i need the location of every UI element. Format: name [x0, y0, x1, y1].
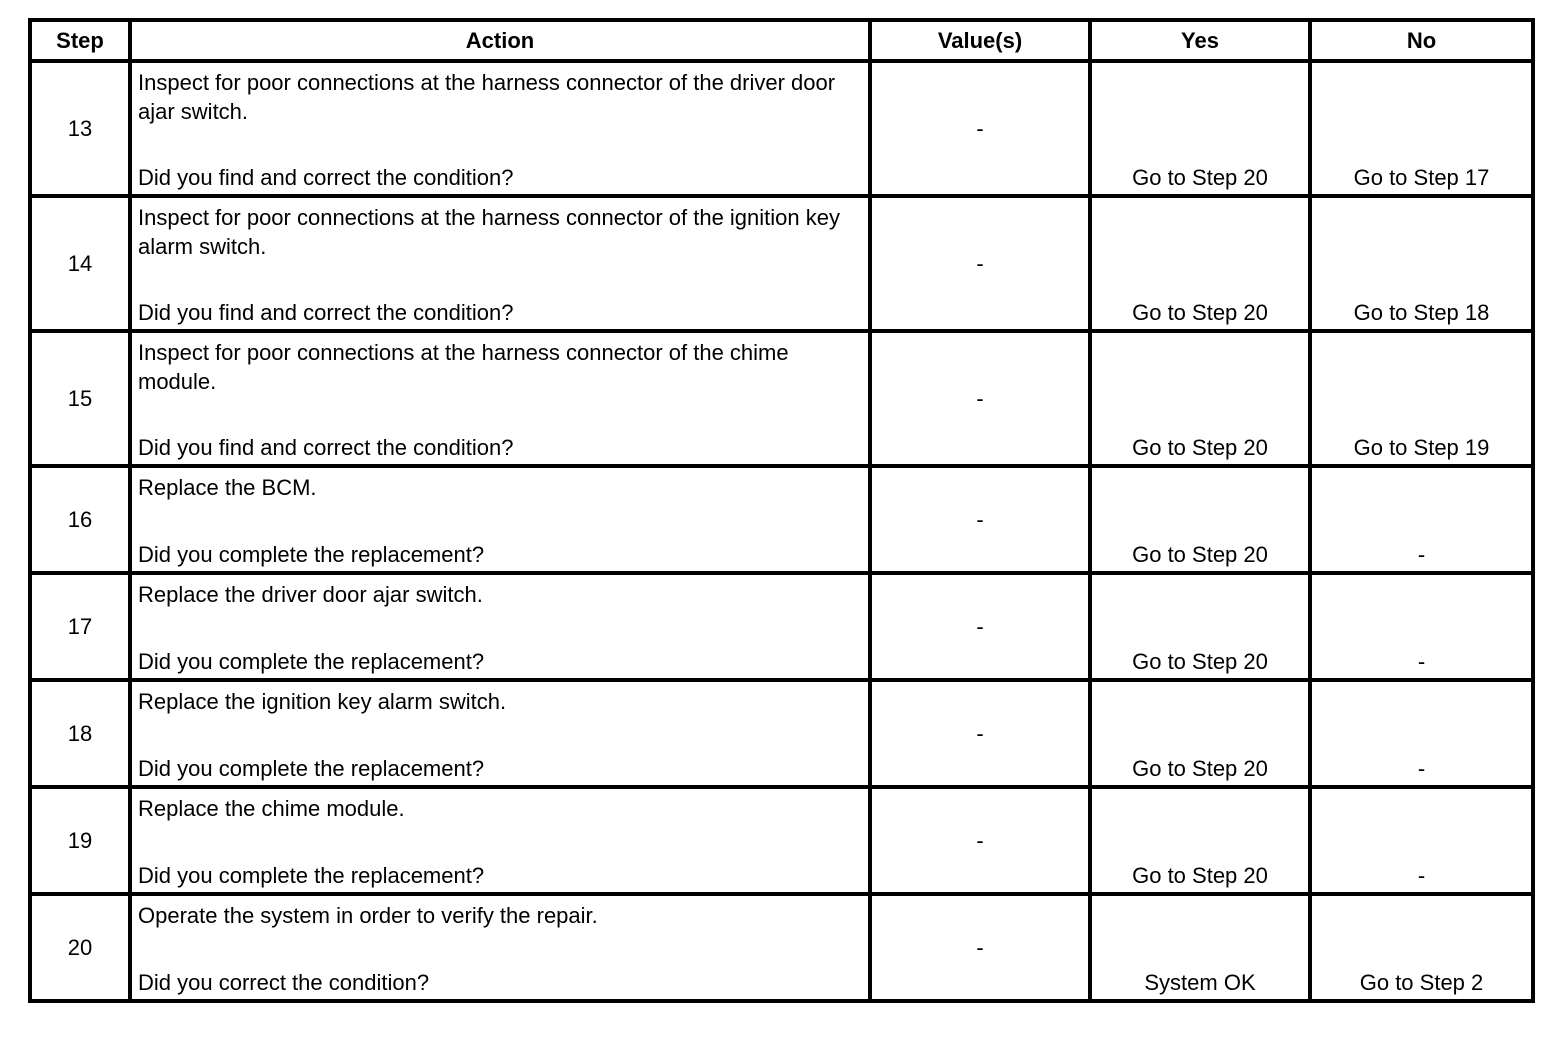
value-cell: - — [870, 680, 1090, 787]
action-question: Did you find and correct the condition? — [138, 300, 514, 325]
table-row — [30, 196, 1533, 331]
step-number: 15 — [30, 331, 130, 466]
action-cell — [130, 196, 870, 331]
no-cell: Go to Step 19 — [1310, 331, 1533, 466]
action-question: Did you complete the replacement? — [138, 649, 485, 674]
action-text: Operate the system in order to verify the repair. — [138, 903, 598, 928]
step-number: 19 — [30, 787, 130, 894]
step-number: 20 — [30, 894, 130, 1001]
table-row — [30, 466, 1533, 573]
diagnostic-steps-table — [28, 18, 1535, 1003]
step-number: 14 — [30, 196, 130, 331]
action-question: Did you complete the replacement? — [138, 756, 485, 781]
yes-cell: Go to Step 20 — [1090, 331, 1310, 466]
value-cell: - — [870, 331, 1090, 466]
action-question: Did you complete the replacement? — [138, 863, 485, 888]
action-text: Replace the BCM. — [138, 475, 317, 500]
value-cell: - — [870, 573, 1090, 680]
step-number: 16 — [30, 466, 130, 573]
no-cell: - — [1310, 680, 1533, 787]
action-text: Inspect for poor connections at the harness connector of the chime module. — [138, 340, 789, 394]
value-cell: - — [870, 894, 1090, 1001]
table-row — [30, 680, 1533, 787]
action-text: Replace the chime module. — [138, 796, 405, 821]
action-text: Replace the driver door ajar switch. — [138, 582, 483, 607]
table-header-row — [30, 20, 1533, 61]
no-cell: Go to Step 17 — [1310, 61, 1533, 196]
yes-cell: Go to Step 20 — [1090, 196, 1310, 331]
header-no: No — [1310, 20, 1533, 61]
table-row — [30, 331, 1533, 466]
step-number: 13 — [30, 61, 130, 196]
no-cell: - — [1310, 573, 1533, 680]
action-text: Replace the ignition key alarm switch. — [138, 689, 507, 714]
action-text: Inspect for poor connections at the harness connector of the ignition key alarm switch. — [138, 205, 840, 259]
action-cell — [130, 680, 870, 787]
table-row — [30, 787, 1533, 894]
action-question: Did you complete the replacement? — [138, 542, 485, 567]
yes-cell: Go to Step 20 — [1090, 61, 1310, 196]
action-question: Did you correct the condition? — [138, 970, 430, 995]
header-values: Value(s) — [870, 20, 1090, 61]
yes-cell: Go to Step 20 — [1090, 787, 1310, 894]
step-number: 17 — [30, 573, 130, 680]
header-action: Action — [130, 20, 870, 61]
action-cell — [130, 61, 870, 196]
value-cell: - — [870, 61, 1090, 196]
table-row — [30, 573, 1533, 680]
action-cell — [130, 466, 870, 573]
yes-cell: Go to Step 20 — [1090, 680, 1310, 787]
action-cell — [130, 331, 870, 466]
value-cell: - — [870, 196, 1090, 331]
action-question: Did you find and correct the condition? — [138, 435, 514, 460]
yes-cell: Go to Step 20 — [1090, 573, 1310, 680]
action-cell — [130, 573, 870, 680]
action-cell — [130, 894, 870, 1001]
no-cell: - — [1310, 466, 1533, 573]
no-cell: Go to Step 2 — [1310, 894, 1533, 1001]
table-row — [30, 894, 1533, 1001]
action-cell — [130, 787, 870, 894]
action-question: Did you find and correct the condition? — [138, 165, 514, 190]
no-cell: Go to Step 18 — [1310, 196, 1533, 331]
step-number: 18 — [30, 680, 130, 787]
yes-cell: Go to Step 20 — [1090, 466, 1310, 573]
header-step: Step — [30, 20, 130, 61]
value-cell: - — [870, 787, 1090, 894]
no-cell: - — [1310, 787, 1533, 894]
diagnostic-table-container — [28, 18, 1535, 1003]
action-text: Inspect for poor connections at the harness connector of the driver door ajar switch. — [138, 70, 836, 124]
header-yes: Yes — [1090, 20, 1310, 61]
table-row — [30, 61, 1533, 196]
yes-cell: System OK — [1090, 894, 1310, 1001]
value-cell: - — [870, 466, 1090, 573]
